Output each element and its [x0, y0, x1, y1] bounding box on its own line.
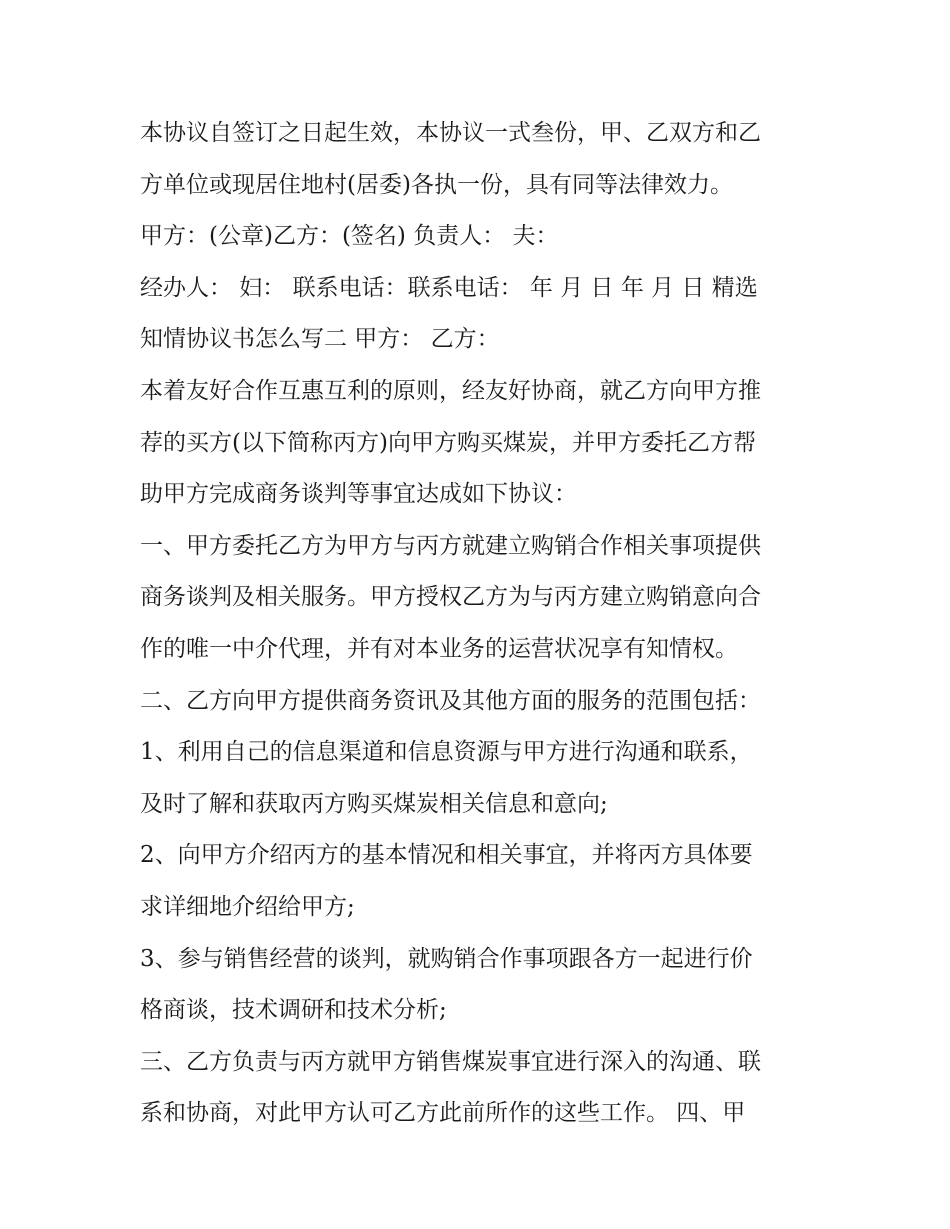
text-line: 助甲方完成商务谈判等事宜达成如下协议： [140, 481, 577, 508]
text-line: 商务谈判及相关服务。甲方授权乙方为与丙方建立购销意向合 [140, 584, 761, 611]
text-line: 方单位或现居住地村(居委)各执一份，具有同等法律效力。 [140, 171, 733, 198]
text-line: 甲方：(公章)乙方：(签名) 负责人： 夫： [140, 223, 559, 250]
text-line: 知情协议书怎么写二 甲方： 乙方： [140, 326, 500, 353]
text-line: 经办人： 妇： 联系电话：联系电话： 年 月 日 年 月 日 精选 [140, 274, 758, 301]
text-line: 荐的买方(以下简称丙方)向甲方购买煤炭，并甲方委托乙方帮 [140, 429, 756, 456]
text-line: 及时了解和获取丙方购买煤炭相关信息和意向; [140, 790, 608, 817]
text-line: 3、参与销售经营的谈判，就购销合作事项跟各方一起进行价 [140, 945, 753, 972]
document-body [140, 108, 830, 1140]
text-line: 本协议自签订之日起生效，本协议一式叁份，甲、乙双方和乙 [140, 120, 761, 146]
text-line: 系和协商，对此甲方认可乙方此前所作的这些工作。 四、甲 [140, 1100, 746, 1127]
text-line: 本着友好合作互惠互利的原则，经友好协商，就乙方向甲方推 [140, 377, 761, 404]
text-line: 一、甲方委托乙方为甲方与丙方就建立购销合作相关事项提供 [140, 532, 761, 559]
text-line: 二、乙方向甲方提供商务资讯及其他方面的服务的范围包括： [140, 687, 761, 714]
text-line: 1、利用自己的信息渠道和信息资源与甲方进行沟通和联系， [140, 739, 753, 766]
text-line: 三、乙方负责与丙方就甲方销售煤炭事宜进行深入的沟通、联 [140, 1048, 761, 1075]
text-line: 求详细地介绍给甲方; [140, 893, 355, 920]
text-line: 2、向甲方介绍丙方的基本情况和相关事宜，并将丙方具体要 [140, 842, 753, 869]
text-line: 格商谈，技术调研和技术分析; [140, 997, 447, 1024]
text-line: 作的唯一中介代理，并有对本业务的运营状况享有知情权。 [140, 635, 738, 662]
